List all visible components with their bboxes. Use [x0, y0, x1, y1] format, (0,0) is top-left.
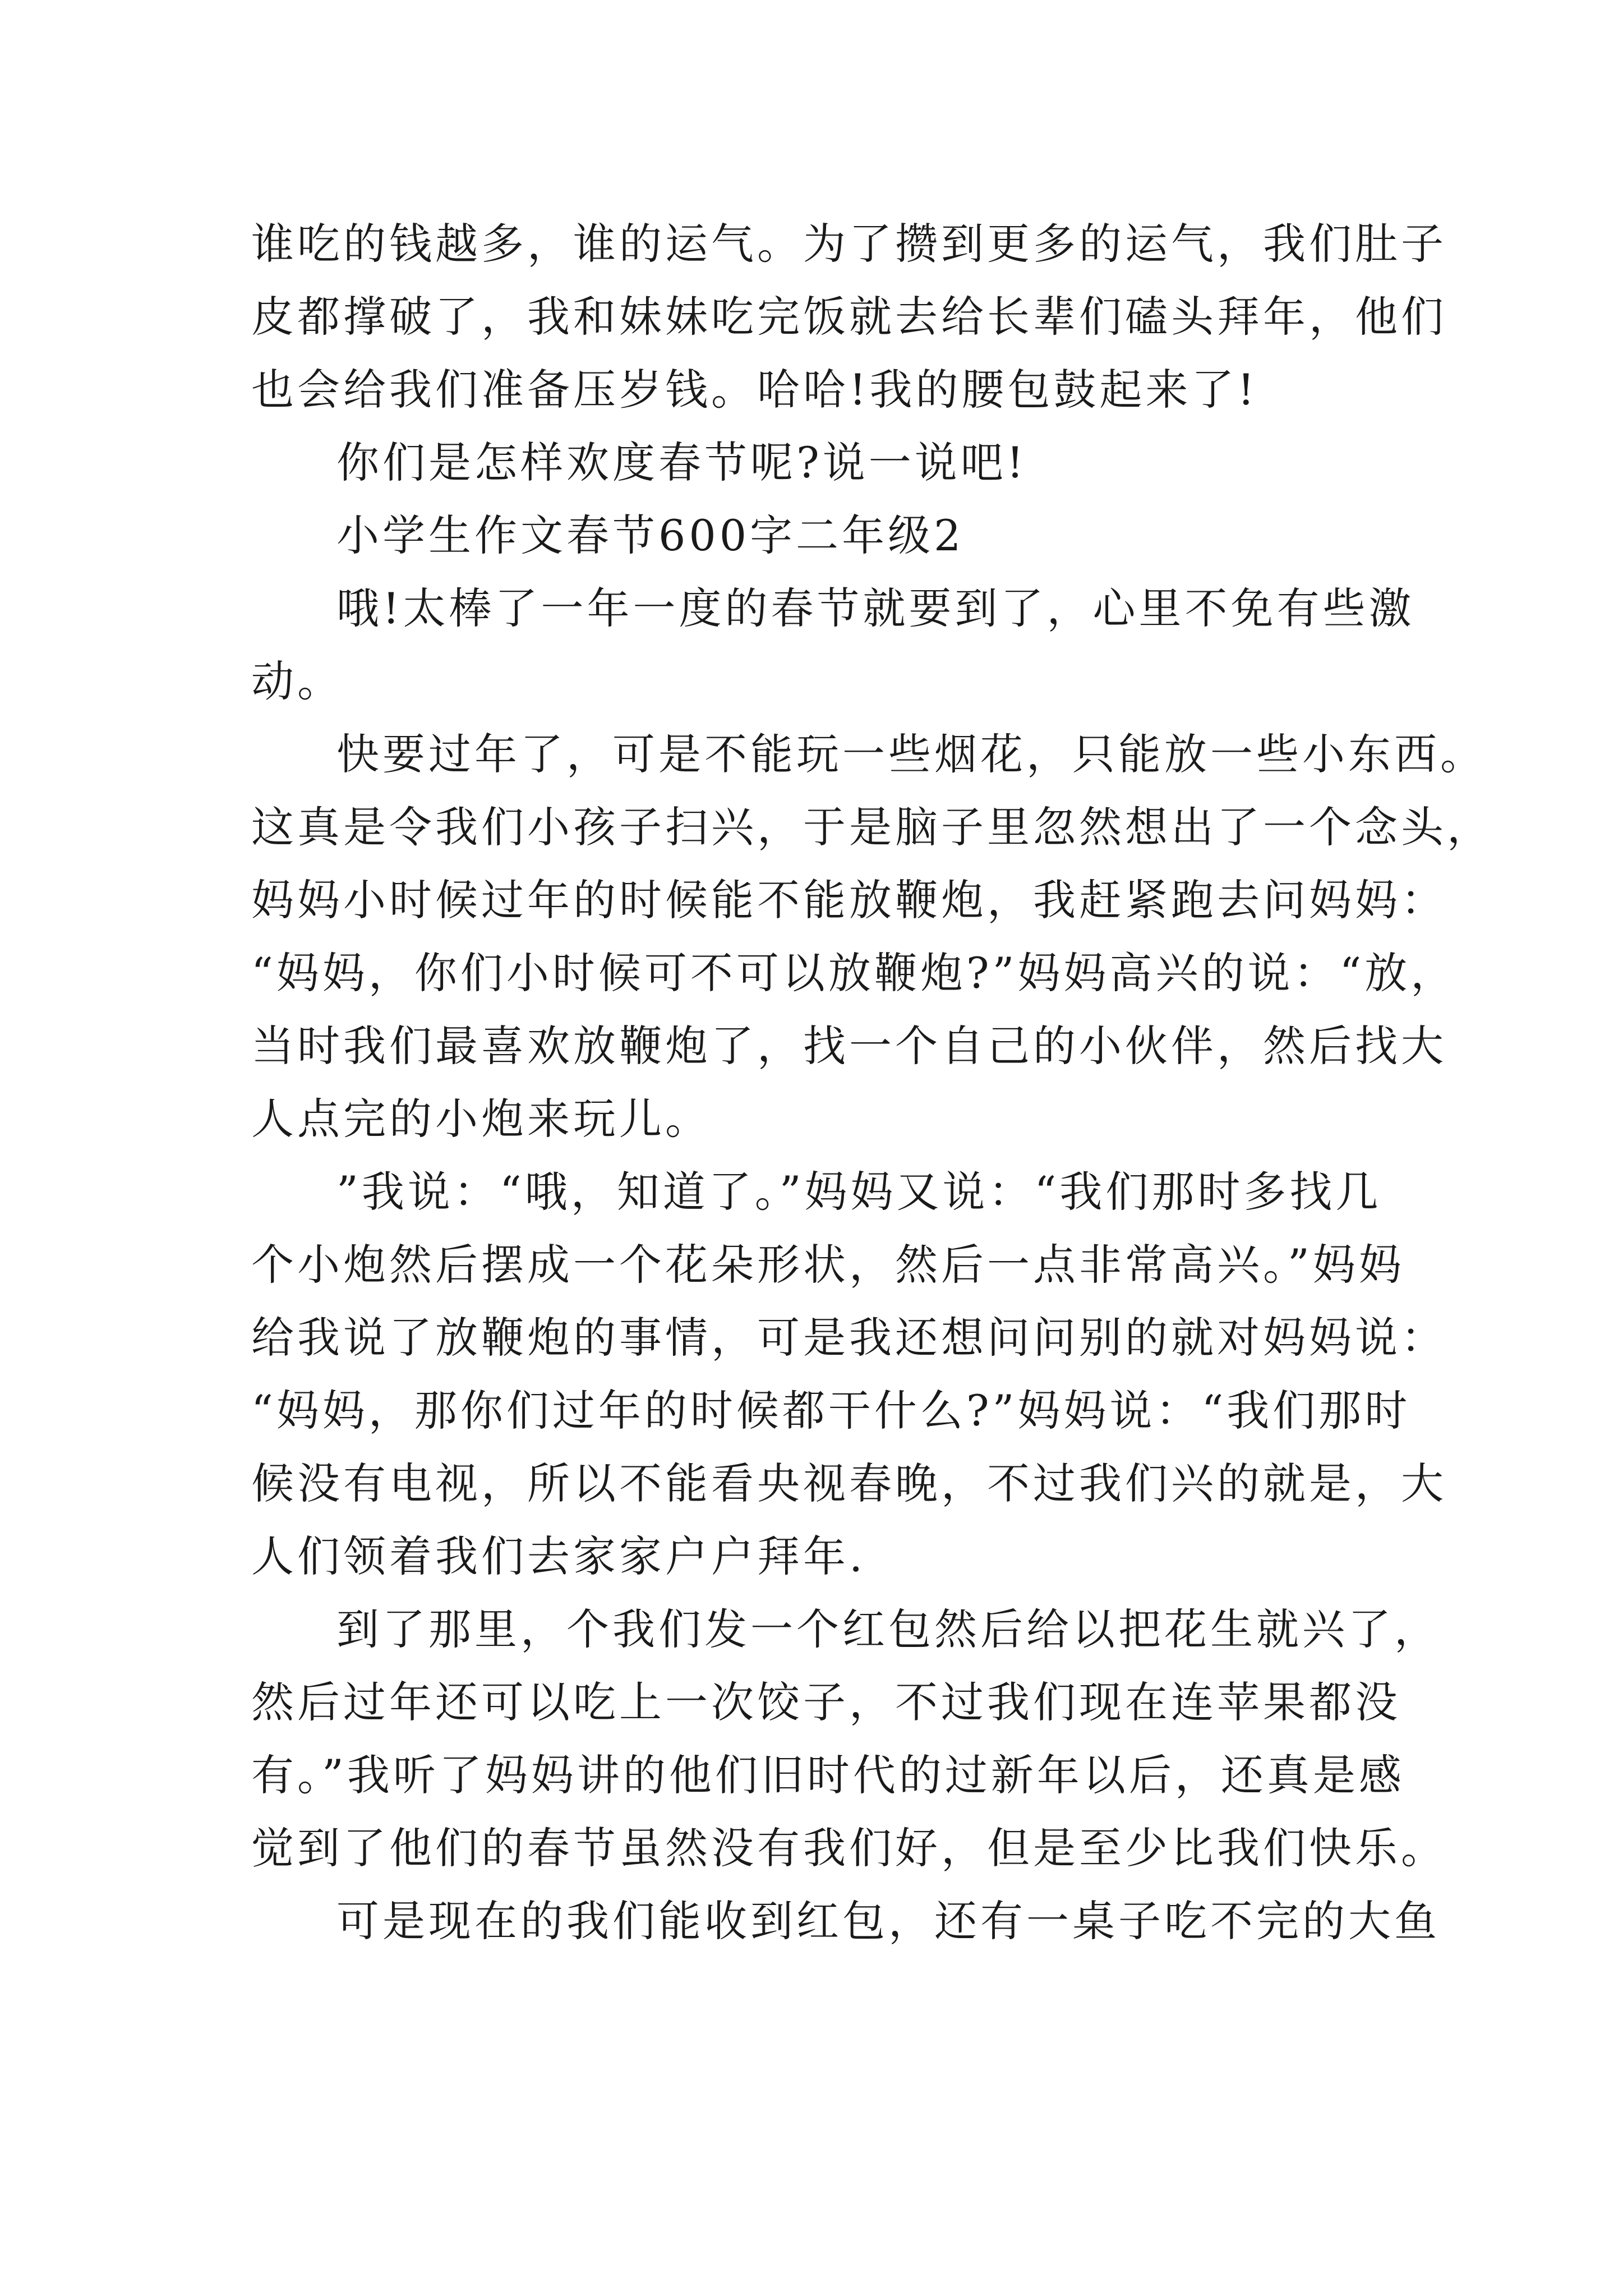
essay-body [251, 208, 1493, 1958]
text-line: 皮都撑破了，我和妹妹吃完饭就去给长辈们磕头拜年，他们 [251, 292, 1447, 342]
text-line: 有。”我听了妈妈讲的他们旧时代的过新年以后，还真是感 [251, 1750, 1405, 1800]
text-line: 也会给我们准备压岁钱。哈哈!我的腰包鼓起来了! [251, 365, 1258, 415]
text-line: 人们领着我们去家家户户拜年. [251, 1531, 866, 1581]
text-line: 可是现在的我们能收到红包，还有一桌子吃不完的大鱼 [336, 1896, 1440, 1946]
text-line: 候没有电视，所以不能看央视春晚，不过我们兴的就是，大 [251, 1458, 1447, 1508]
text-line: 个小炮然后摆成一个花朵形状，然后一点非常高兴。”妈妈 [251, 1240, 1405, 1290]
text-line: 到了那里，个我们发一个红包然后给以把花生就兴了， [336, 1604, 1440, 1654]
text-line: 哦!太棒了一年一度的春节就要到了，心里不免有些激 [336, 583, 1415, 633]
text-line: 然后过年还可以吃上一次饺子，不过我们现在连苹果都没 [251, 1677, 1401, 1727]
text-line: 人点完的小炮来玩儿。 [251, 1094, 711, 1144]
text-line: 快要过年了，可是不能玩一些烟花，只能放一些小东西。 [336, 729, 1486, 779]
text-line: “妈妈，那你们过年的时候都干什么?”妈妈说：“我们那时 [251, 1386, 1411, 1435]
text-line: 妈妈小时候过年的时候能不能放鞭炮，我赶紧跑去问妈妈： [251, 875, 1447, 925]
text-line: ”我说：“哦，知道了。”妈妈又说：“我们那时多找几 [336, 1167, 1382, 1217]
text-line: 动。 [251, 656, 343, 706]
text-line: 给我说了放鞭炮的事情，可是我还想问问别的就对妈妈说： [251, 1313, 1447, 1363]
text-line: 你们是怎样欢度春节呢?说一说吧! [336, 438, 1027, 487]
text-line: 谁吃的钱越多，谁的运气。为了攒到更多的运气，我们肚子 [251, 219, 1447, 269]
text-line: “妈妈，你们小时候可不可以放鞭炮?”妈妈高兴的说：“放， [251, 948, 1457, 998]
section-heading: 小学生作文春节600字二年级2 [336, 510, 965, 560]
text-line: 当时我们最喜欢放鞭炮了，找一个自己的小伙伴，然后找大 [251, 1021, 1447, 1071]
text-line: 觉到了他们的春节虽然没有我们好，但是至少比我们快乐。 [251, 1823, 1447, 1873]
text-line: 这真是令我们小孩子扫兴，于是脑子里忽然想出了一个念头， [251, 802, 1493, 852]
